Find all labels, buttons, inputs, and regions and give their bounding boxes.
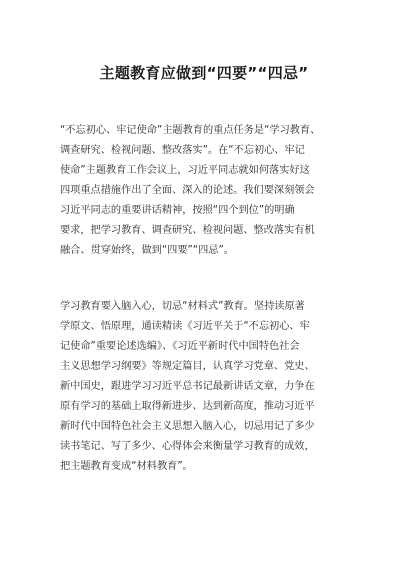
paragraph-2 xyxy=(60,297,360,477)
text-line: 学原文、悟原理，通读精读《习近平关于“不忘初心、牢 xyxy=(60,321,310,332)
text-line: 使命”主题教育工作会议上，习近平同志就如何落实好这 xyxy=(60,165,310,176)
text-line: 融合、贯穿始终，做到“四要”“四忌”。 xyxy=(60,245,234,256)
paragraph-1 xyxy=(60,121,360,261)
text-line: 调查研究、检视问题、整改落实”。在“不忘初心、牢记 xyxy=(60,145,305,156)
text-line: “不忘初心、牢记使命”主题教育的重点任务是“学习教育、 xyxy=(60,125,321,136)
text-line: 新时代中国特色社会主义思想入脑入心，切忌用记了多少 xyxy=(60,421,315,432)
text-line: 要求，把学习教育、调查研究、检视问题、整改落实有机 xyxy=(60,225,315,236)
text-line: 学习教育要入脑入心，切忌“材料式”教育。坚持读原著 xyxy=(60,301,305,312)
text-line: 四项重点措施作出了全面、深入的论述。我们要深刻领会 xyxy=(60,185,315,196)
text-line: 新中国史，跟进学习习近平总书记最新讲话文章，力争在 xyxy=(60,381,315,392)
text-line: 记使命”重要论述选编》、《习近平新时代中国特色社会 xyxy=(60,341,300,352)
text-line: 把主题教育变成“材料教育”。 xyxy=(60,461,193,472)
text-line: 原有学习的基础上取得新进步、达到新高度，推动习近平 xyxy=(60,401,315,412)
text-line: 习近平同志的重要讲话精神，按照“四个到位”的明确 xyxy=(60,205,295,216)
text-line: 读书笔记、写了多少、心得体会来衡量学习教育的成效， xyxy=(60,441,315,452)
document-title: 主题教育应做到“四要”“四忌” xyxy=(99,64,309,82)
text-line: 主义思想学习纲要》等规定篇目，认真学习党章、党史、 xyxy=(60,361,315,372)
